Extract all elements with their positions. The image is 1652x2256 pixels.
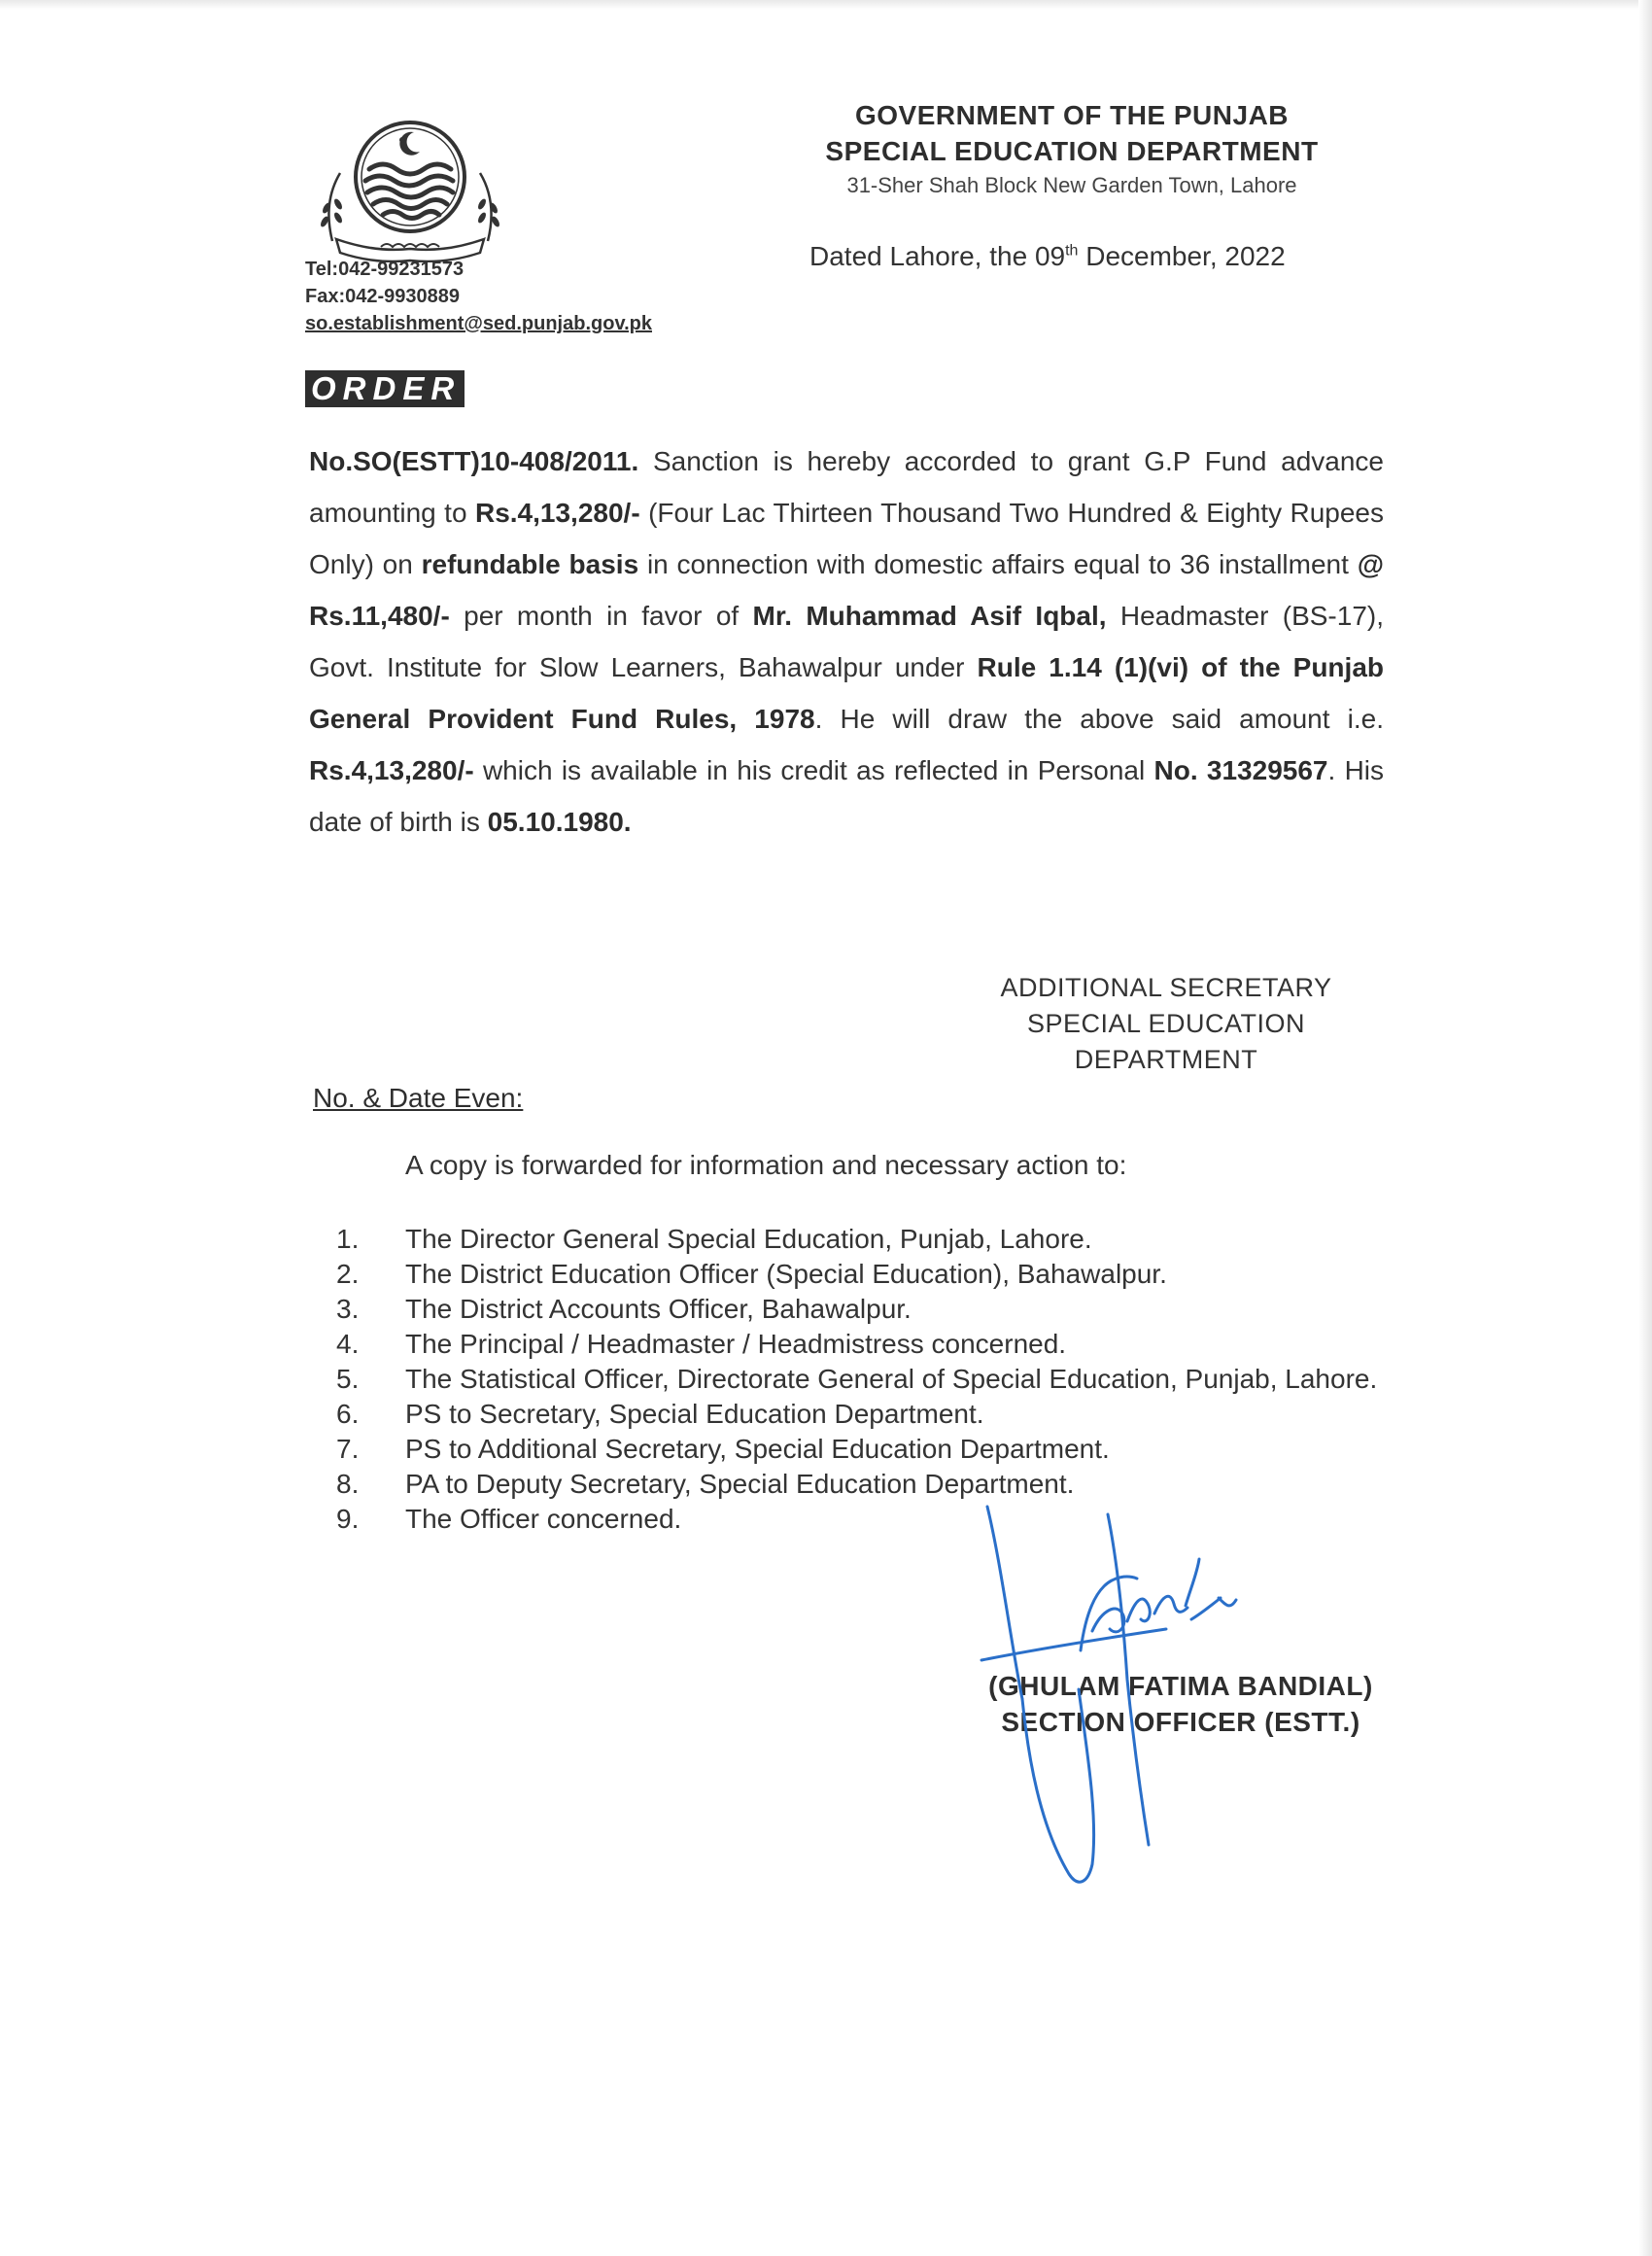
list-item-text: The District Accounts Officer, Bahawalpur.: [405, 1294, 912, 1324]
list-item-text: The District Education Officer (Special Education), Bahawalpur.: [405, 1259, 1167, 1289]
scan-edge-top: [0, 0, 1652, 10]
list-item-text: PS to Secretary, Special Education Department.: [405, 1399, 984, 1429]
letterhead: [756, 97, 1388, 202]
date-prefix: Dated Lahore, the 09: [809, 241, 1066, 271]
handwritten-signature-icon: [972, 1505, 1283, 1893]
department-title: SPECIAL EDUCATION DEPARTMENT: [825, 136, 1319, 166]
list-item-text: The Statistical Officer, Directorate General of Special Education, Punjab, Lahore.: [405, 1364, 1378, 1394]
section-officer-name: (GHULAM FATIMA BANDIAL): [988, 1671, 1373, 1701]
fax: Fax:042-9930889: [305, 286, 461, 307]
order-heading: ORDER: [305, 370, 465, 407]
email-link[interactable]: so.establishment@sed.punjab.gov.pk: [305, 313, 652, 334]
list-item: [336, 1222, 1395, 1257]
credit-amount: Rs.4,13,280/-: [309, 755, 474, 785]
list-item-number: 1.: [336, 1224, 360, 1254]
date-suffix: December, 2022: [1078, 241, 1286, 271]
advance-amount: Rs.4,13,280/-: [474, 498, 640, 528]
order-number: No.SO(ESTT)10-408/2011.: [309, 446, 639, 476]
date-superscript: th: [1065, 242, 1079, 260]
list-item: [336, 1362, 1395, 1397]
list-item: [336, 1397, 1395, 1432]
date-of-birth: 05.10.1980.: [487, 807, 632, 837]
section-officer-title: SECTION OFFICER (ESTT.): [1001, 1707, 1360, 1737]
additional-secretary-block: [952, 970, 1380, 1078]
list-item: [336, 1257, 1395, 1292]
government-title: GOVERNMENT OF THE PUNJAB: [854, 100, 1290, 130]
signatory-line: SPECIAL EDUCATION: [1026, 1009, 1306, 1038]
order-body: [309, 435, 1384, 848]
list-item: [336, 1327, 1395, 1362]
signatory-line: ADDITIONAL SECRETARY: [1000, 973, 1332, 1002]
list-item-number: 8.: [336, 1469, 360, 1499]
list-item-number: 4.: [336, 1329, 360, 1359]
no-date-even-heading: No. & Date Even:: [313, 1083, 524, 1113]
body-text-part: Sanction is hereby accorded to grant G.P Fund advance amounting to: [309, 446, 1384, 528]
contact-block: [305, 256, 652, 337]
forwarding-line: A copy is forwarded for information and necessary action to:: [405, 1150, 1127, 1180]
rule-reference: Rule 1.14 (1)(vi) of the Punjab General Provident Fund Rules, 1978: [309, 652, 1384, 734]
list-item-number: 3.: [336, 1294, 360, 1324]
body-text-part: . His date of birth is: [309, 755, 1385, 837]
personal-number: No. 31329567: [1153, 755, 1328, 785]
body-text-part: (Four Lac Thirteen Thousand Two Hundred & Eighty Rupees Only) on: [309, 498, 1384, 579]
body-text-part: in connection with domestic affairs equal to 36 installment: [638, 549, 1358, 579]
list-item-text: PS to Additional Secretary, Special Education Department.: [405, 1434, 1110, 1464]
list-item-number: 7.: [336, 1434, 360, 1464]
punjab-emblem-icon: [313, 115, 507, 262]
department-address: 31-Sher Shah Block New Garden Town, Lahore: [846, 173, 1297, 197]
list-item: [336, 1432, 1395, 1467]
list-item: [336, 1292, 1395, 1327]
list-item-text: The Principal / Headmaster / Headmistress concerned.: [405, 1329, 1067, 1359]
body-text-part: . He will draw the above said amount i.e.: [814, 704, 1384, 734]
distribution-list: [336, 1222, 1395, 1537]
list-item: [336, 1467, 1395, 1502]
body-text-part: per month in favor of: [449, 601, 753, 631]
employee-name: Mr. Muhammad Asif Iqbal,: [752, 601, 1107, 631]
installment-amount: @ Rs.11,480/-: [309, 549, 1385, 631]
list-item-number: 9.: [336, 1504, 360, 1534]
list-item-text: The Officer concerned.: [405, 1504, 682, 1534]
body-text-part: which is available in his credit as reflected in Personal: [473, 755, 1154, 785]
refundable-basis: refundable basis: [421, 549, 639, 579]
list-item-number: 2.: [336, 1259, 360, 1289]
list-item-text: PA to Deputy Secretary, Special Education Department.: [405, 1469, 1075, 1499]
signatory-line: DEPARTMENT: [1074, 1045, 1258, 1074]
dated-line: [809, 241, 1286, 272]
telephone: Tel:042-99231573: [305, 259, 465, 280]
list-item-number: 6.: [336, 1399, 360, 1429]
body-text-part: Headmaster (BS-17), Govt. Institute for Slow Learners, Bahawalpur under: [309, 601, 1384, 682]
list-item-number: 5.: [336, 1364, 360, 1394]
scan-edge-right: [1638, 0, 1652, 2256]
list-item-text: The Director General Special Education, Punjab, Lahore.: [405, 1224, 1092, 1254]
